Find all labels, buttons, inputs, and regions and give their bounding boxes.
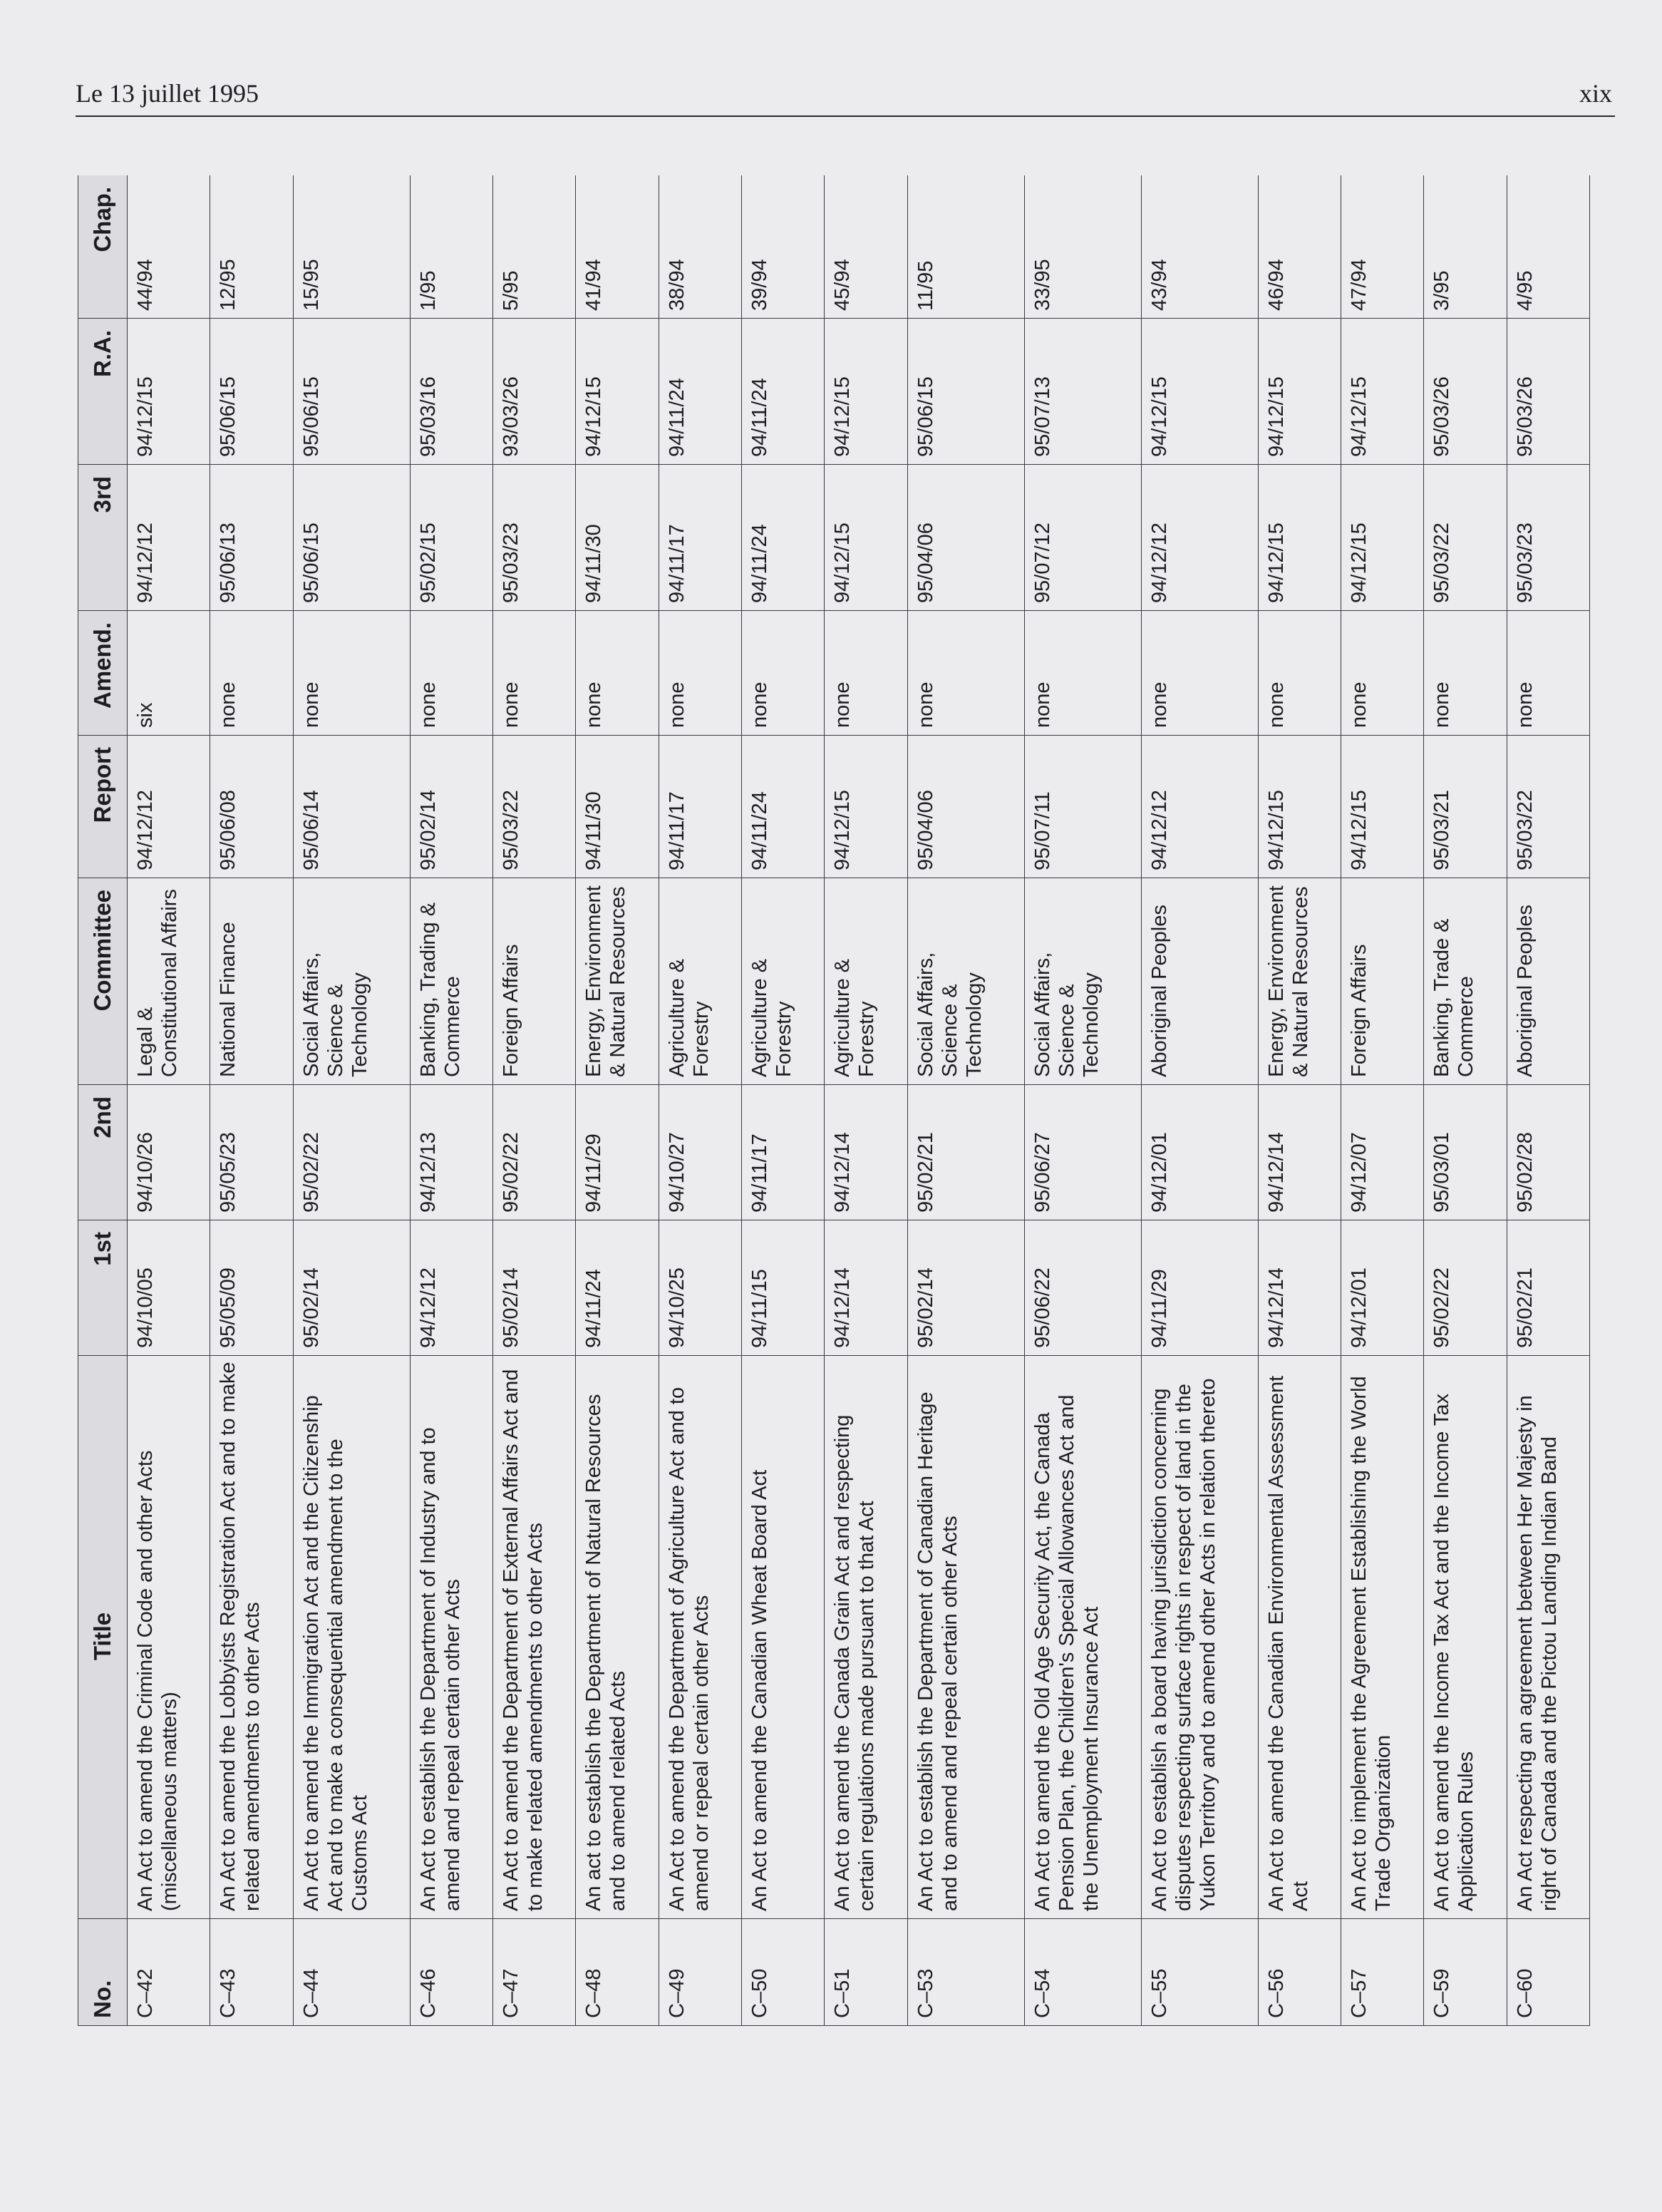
second-reading: 95/06/27 (1024, 1085, 1141, 1220)
bill-number: C–54 (1024, 1919, 1141, 2026)
second-reading: 94/12/13 (410, 1085, 492, 1220)
third-reading: 94/12/12 (128, 465, 210, 611)
table-row (1507, 175, 1589, 2026)
third-reading: 95/03/23 (492, 465, 575, 611)
second-reading: 94/10/27 (659, 1085, 741, 1220)
third-reading: 95/07/12 (1024, 465, 1141, 611)
bill-number: C–44 (293, 1919, 410, 2026)
col-header-third: 3rd (78, 465, 128, 611)
second-reading: 94/10/26 (128, 1085, 210, 1220)
header-rule (76, 115, 1615, 117)
royal-assent: 94/12/15 (1341, 319, 1423, 465)
first-reading: 95/02/14 (907, 1220, 1024, 1356)
second-reading: 94/11/29 (576, 1085, 659, 1220)
col-header-report: Report (78, 736, 128, 878)
chapter: 39/94 (741, 175, 824, 319)
running-header (76, 78, 1612, 121)
royal-assent: 95/03/26 (1507, 319, 1589, 465)
chapter: 15/95 (293, 175, 410, 319)
bill-number: C–57 (1341, 1919, 1423, 2026)
bill-title: An Act to establish the Department of Canadian Heritage and to amend and repeal certain other Acts (907, 1356, 1024, 1919)
report: 95/03/22 (492, 736, 575, 878)
bill-number: C–48 (576, 1919, 659, 2026)
report: 95/07/11 (1024, 736, 1141, 878)
first-reading: 94/11/15 (741, 1220, 824, 1356)
bill-number: C–59 (1424, 1919, 1507, 2026)
chapter: 33/95 (1024, 175, 1141, 319)
col-header-ra: R.A. (78, 319, 128, 465)
col-header-committee: Committee (78, 878, 128, 1085)
committee: Social Affairs, Science & Technology (907, 878, 1024, 1085)
table-row (907, 175, 1024, 2026)
bill-title: An Act to amend the Old Age Security Act, the Canada Pension Plan, the Children's Special Allowances Act and the Unemployment Insurance Act (1024, 1356, 1141, 1919)
chapter: 1/95 (410, 175, 492, 319)
amendments: none (1341, 611, 1423, 736)
amendments: none (1258, 611, 1341, 736)
second-reading: 94/12/14 (825, 1085, 907, 1220)
bill-number: C–46 (410, 1919, 492, 2026)
committee: Energy, Environment & Natural Resources (576, 878, 659, 1085)
bill-title: An Act to amend the Income Tax Act and the Income Tax Application Rules (1424, 1356, 1507, 1919)
report: 95/03/22 (1507, 736, 1589, 878)
second-reading: 95/02/28 (1507, 1085, 1589, 1220)
amendments: none (1141, 611, 1258, 736)
bill-number: C–51 (825, 1919, 907, 2026)
amendments: none (576, 611, 659, 736)
royal-assent: 93/03/26 (492, 319, 575, 465)
table-row (1424, 175, 1507, 2026)
first-reading: 94/11/29 (1141, 1220, 1258, 1356)
bill-title: An Act to amend the Canadian Environmental Assessment Act (1258, 1356, 1341, 1919)
chapter: 45/94 (825, 175, 907, 319)
chapter: 47/94 (1341, 175, 1423, 319)
third-reading: 94/11/24 (741, 465, 824, 611)
bill-number: C–55 (1141, 1919, 1258, 2026)
table-row (659, 175, 741, 2026)
bill-title: An Act to amend the Lobbyists Registration Act and to make related amendments to other Acts (210, 1356, 293, 1919)
amendments: none (492, 611, 575, 736)
page-number: xix (1579, 79, 1612, 108)
bill-title: An act to establish the Department of Natural Resources and to amend related Acts (576, 1356, 659, 1919)
bill-number: C–53 (907, 1919, 1024, 2026)
report: 94/12/15 (825, 736, 907, 878)
third-reading: 95/02/15 (410, 465, 492, 611)
committee: Foreign Affairs (1341, 878, 1423, 1085)
table-row (410, 175, 492, 2026)
table-row (1341, 175, 1423, 2026)
third-reading: 95/06/13 (210, 465, 293, 611)
table-row (128, 175, 210, 2026)
report: 94/11/17 (659, 736, 741, 878)
committee: Agriculture & Forestry (659, 878, 741, 1085)
first-reading: 94/12/14 (1258, 1220, 1341, 1356)
report: 94/12/15 (1258, 736, 1341, 878)
bill-title: An Act to amend the Department of Agriculture Act and to amend or repeal certain other Acts (659, 1356, 741, 1919)
chapter: 38/94 (659, 175, 741, 319)
amendments: six (128, 611, 210, 736)
third-reading: 95/04/06 (907, 465, 1024, 611)
royal-assent: 95/06/15 (907, 319, 1024, 465)
committee: Social Affairs, Science & Technology (1024, 878, 1141, 1085)
table-row (492, 175, 575, 2026)
amendments: none (410, 611, 492, 736)
report: 94/12/12 (128, 736, 210, 878)
second-reading: 95/03/01 (1424, 1085, 1507, 1220)
table-row (1024, 175, 1141, 2026)
second-reading: 95/02/21 (907, 1085, 1024, 1220)
report: 94/11/24 (741, 736, 824, 878)
table-header-row (78, 175, 128, 2026)
royal-assent: 94/12/15 (1258, 319, 1341, 465)
chapter: 43/94 (1141, 175, 1258, 319)
chapter: 5/95 (492, 175, 575, 319)
committee: Aboriginal Peoples (1141, 878, 1258, 1085)
bill-title: An Act to establish a board having jurisdiction concerning disputes respecting surface rights in respect of land in the Yukon Territory and to amend other Acts in relation thereto (1141, 1356, 1258, 1919)
chapter: 41/94 (576, 175, 659, 319)
report: 94/12/12 (1141, 736, 1258, 878)
first-reading: 94/12/01 (1341, 1220, 1423, 1356)
first-reading: 95/02/14 (492, 1220, 575, 1356)
bill-title: An Act respecting an agreement between Her Majesty in right of Canada and the Pictou Landing Indian Band (1507, 1356, 1589, 1919)
col-header-no: No. (78, 1919, 128, 2026)
table-row (741, 175, 824, 2026)
bill-number: C–56 (1258, 1919, 1341, 2026)
amendments: none (1424, 611, 1507, 736)
committee: Foreign Affairs (492, 878, 575, 1085)
chapter: 46/94 (1258, 175, 1341, 319)
royal-assent: 95/06/15 (210, 319, 293, 465)
first-reading: 95/02/14 (293, 1220, 410, 1356)
bill-title: An Act to amend the Department of External Affairs Act and to make related amendments to other Acts (492, 1356, 575, 1919)
bill-title: An Act to establish the Department of Industry and to amend and repeal certain other Acts (410, 1356, 492, 1919)
amendments: none (659, 611, 741, 736)
bill-number: C–60 (1507, 1919, 1589, 2026)
bill-number: C–47 (492, 1919, 575, 2026)
committee: National Finance (210, 878, 293, 1085)
table-row (293, 175, 410, 2026)
first-reading: 94/11/24 (576, 1220, 659, 1356)
bill-number: C–49 (659, 1919, 741, 2026)
first-reading: 94/12/12 (410, 1220, 492, 1356)
col-header-first: 1st (78, 1220, 128, 1356)
amendments: none (210, 611, 293, 736)
first-reading: 95/05/09 (210, 1220, 293, 1356)
amendments: none (907, 611, 1024, 736)
third-reading: 94/11/30 (576, 465, 659, 611)
chapter: 4/95 (1507, 175, 1589, 319)
third-reading: 94/11/17 (659, 465, 741, 611)
committee: Agriculture & Forestry (825, 878, 907, 1085)
second-reading: 95/02/22 (293, 1085, 410, 1220)
chapter: 44/94 (128, 175, 210, 319)
report: 95/03/21 (1424, 736, 1507, 878)
table-row (576, 175, 659, 2026)
report: 95/04/06 (907, 736, 1024, 878)
table-row (1258, 175, 1341, 2026)
royal-assent: 94/11/24 (741, 319, 824, 465)
table-row (210, 175, 293, 2026)
first-reading: 95/06/22 (1024, 1220, 1141, 1356)
third-reading: 94/12/15 (1258, 465, 1341, 611)
first-reading: 94/10/25 (659, 1220, 741, 1356)
royal-assent: 95/03/16 (410, 319, 492, 465)
third-reading: 94/12/15 (1341, 465, 1423, 611)
committee: Social Affairs, Science & Technology (293, 878, 410, 1085)
royal-assent: 95/03/26 (1424, 319, 1507, 465)
second-reading: 94/11/17 (741, 1085, 824, 1220)
bill-title: An Act to amend the Immigration Act and the Citizenship Act and to make a consequential amendment to the Customs Act (293, 1356, 410, 1919)
second-reading: 94/12/01 (1141, 1085, 1258, 1220)
col-header-second: 2nd (78, 1085, 128, 1220)
bill-title: An Act to implement the Agreement Establishing the World Trade Organization (1341, 1356, 1423, 1919)
first-reading: 95/02/22 (1424, 1220, 1507, 1356)
header-date: Le 13 juillet 1995 (76, 79, 259, 108)
committee: Legal & Constitutional Affairs (128, 878, 210, 1085)
committee: Banking, Trading & Commerce (410, 878, 492, 1085)
royal-assent: 95/06/15 (293, 319, 410, 465)
third-reading: 95/06/15 (293, 465, 410, 611)
report: 94/11/30 (576, 736, 659, 878)
report: 95/06/08 (210, 736, 293, 878)
second-reading: 95/02/22 (492, 1085, 575, 1220)
amendments: none (293, 611, 410, 736)
royal-assent: 94/12/15 (576, 319, 659, 465)
committee: Banking, Trade & Commerce (1424, 878, 1507, 1085)
table-row (1141, 175, 1258, 2026)
report: 94/12/15 (1341, 736, 1423, 878)
rotated-table-content (78, 175, 1590, 2026)
table-row (825, 175, 907, 2026)
chapter: 11/95 (907, 175, 1024, 319)
third-reading: 94/12/15 (825, 465, 907, 611)
royal-assent: 94/12/15 (128, 319, 210, 465)
committee: Agriculture & Forestry (741, 878, 824, 1085)
third-reading: 94/12/12 (1141, 465, 1258, 611)
col-header-chap: Chap. (78, 175, 128, 319)
chapter: 3/95 (1424, 175, 1507, 319)
third-reading: 95/03/23 (1507, 465, 1589, 611)
second-reading: 95/05/23 (210, 1085, 293, 1220)
bill-number: C–50 (741, 1919, 824, 2026)
amendments: none (741, 611, 824, 736)
report: 95/06/14 (293, 736, 410, 878)
royal-assent: 95/07/13 (1024, 319, 1141, 465)
committee: Energy, Environment & Natural Resources (1258, 878, 1341, 1085)
first-reading: 94/12/14 (825, 1220, 907, 1356)
royal-assent: 94/11/24 (659, 319, 741, 465)
bill-title: An Act to amend the Criminal Code and other Acts (miscellaneous matters) (128, 1356, 210, 1919)
bill-title: An Act to amend the Canada Grain Act and respecting certain regulations made pursuant to that Act (825, 1356, 907, 1919)
col-header-title: Title (78, 1356, 128, 1919)
bills-table (78, 175, 1590, 2026)
royal-assent: 94/12/15 (1141, 319, 1258, 465)
royal-assent: 94/12/15 (825, 319, 907, 465)
bill-number: C–43 (210, 1919, 293, 2026)
amendments: none (1507, 611, 1589, 736)
amendments: none (1024, 611, 1141, 736)
bill-title: An Act to amend the Canadian Wheat Board Act (741, 1356, 824, 1919)
first-reading: 95/02/21 (1507, 1220, 1589, 1356)
chapter: 12/95 (210, 175, 293, 319)
committee: Aboriginal Peoples (1507, 878, 1589, 1085)
bill-number: C–42 (128, 1919, 210, 2026)
rotated-table-frame (78, 175, 1590, 2026)
first-reading: 94/10/05 (128, 1220, 210, 1356)
col-header-amend: Amend. (78, 611, 128, 736)
third-reading: 95/03/22 (1424, 465, 1507, 611)
report: 95/02/14 (410, 736, 492, 878)
amendments: none (825, 611, 907, 736)
second-reading: 94/12/07 (1341, 1085, 1423, 1220)
second-reading: 94/12/14 (1258, 1085, 1341, 1220)
